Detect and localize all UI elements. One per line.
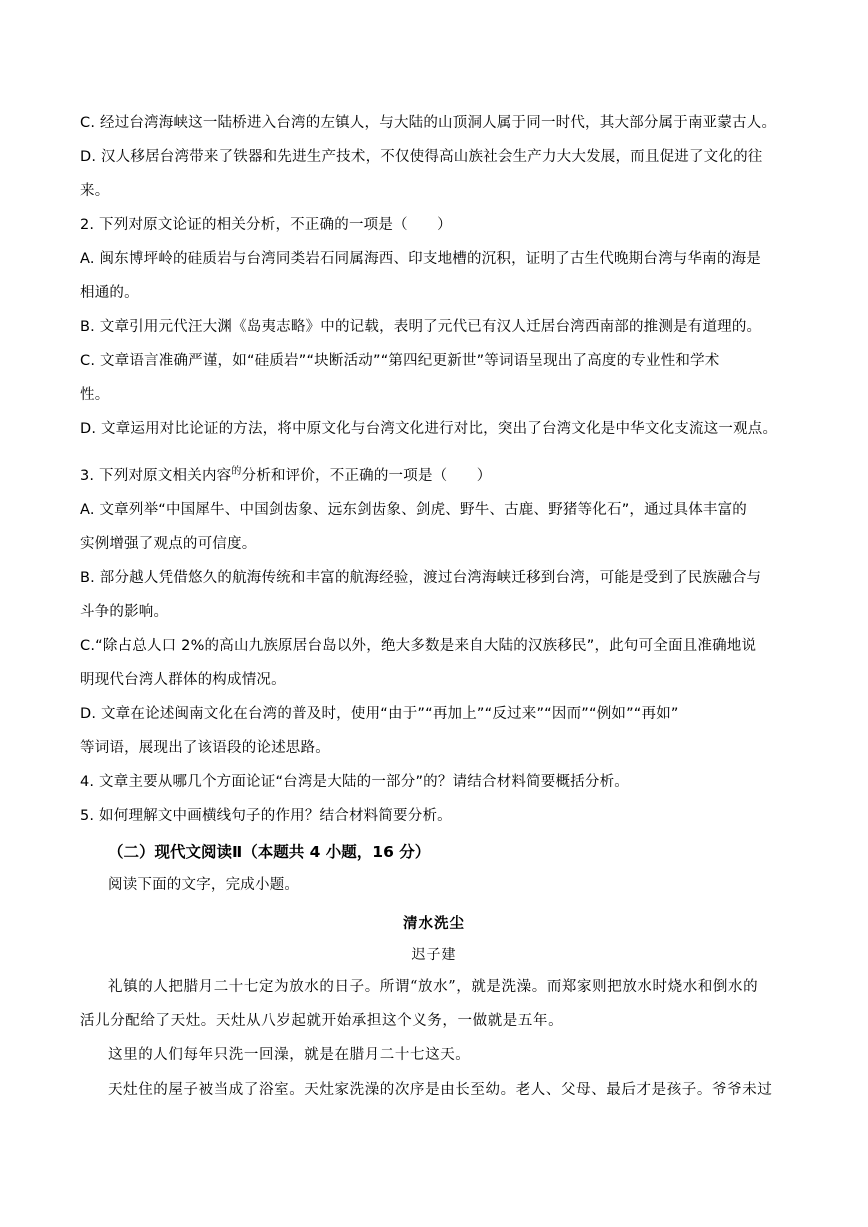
story-paragraph-1-line2: 活儿分配给了天灶。天灶从八岁起就开始承担这个义务，一做就是五年。 bbox=[80, 1013, 564, 1029]
q3-option-c-line1: C.“除占总人口 2%的高山九族原居台岛以外，绝大多数是来自大陆的汉族移民”，此句可全面且准确地说 bbox=[80, 638, 757, 654]
q2-option-b: B. 文章引用元代汪大渊《岛夷志略》中的记载，表明了元代已有汉人迁居台湾西南部的推测是有道理的。 bbox=[80, 319, 762, 335]
q3-stem-sup: 的 bbox=[231, 466, 242, 477]
q3-stem bbox=[80, 462, 491, 486]
q1-option-d-line2: 来。 bbox=[80, 183, 110, 199]
q5-question: 5. 如何理解文中画横线句子的作用？结合材料简要分析。 bbox=[80, 808, 452, 824]
q1-option-c: C. 经过台湾海峡这一陆桥进入台湾的左镇人，与大陆的山顶洞人属于同一时代，其大部分属于南亚蒙古人。 bbox=[80, 115, 777, 131]
q2-option-c-line2: 性。 bbox=[80, 387, 110, 403]
section-heading: （二）现代文阅读Ⅱ（本题共 4 小题，16 分） bbox=[108, 843, 431, 861]
story-paragraph-2: 这里的人们每年只洗一回澡，就是在腊月二十七这天。 bbox=[108, 1047, 471, 1063]
q2-option-a-line1: A. 闽东博坪岭的硅质岩与台湾同类岩石同属海西、印支地槽的沉积，证明了古生代晚期台湾与华南的海是 bbox=[80, 251, 761, 267]
q3-option-d-line2: 等词语，展现出了该语段的论述思路。 bbox=[80, 740, 330, 756]
q3-stem-post: 分析和评价，不正确的一项是（ ） bbox=[241, 468, 492, 484]
q2-option-a-line2: 相通的。 bbox=[80, 285, 139, 301]
q2-option-c-line1: C. 文章语言准确严谨，如“硅质岩”“块断活动”“第四纪更新世”等词语呈现出了高度的专业性和学术 bbox=[80, 353, 720, 369]
q3-option-b-line2: 斗争的影响。 bbox=[80, 604, 169, 620]
q4-question: 4. 文章主要从哪几个方面论证“台湾是大陆的一部分”的？请结合材料简要概括分析。 bbox=[80, 774, 629, 790]
story-paragraph-1-line1: 礼镇的人把腊月二十七定为放水的日子。所谓“放水”，就是洗澡。而郑家则把放水时烧水和倒水的 bbox=[108, 979, 759, 995]
q1-option-d-line1: D. 汉人移居台湾带来了铁器和先进生产技术，不仅使得高山族社会生产力大大发展，而且促进了文化的往 bbox=[80, 149, 763, 165]
story-title: 清水洗尘 bbox=[403, 916, 465, 932]
q3-option-d-line1: D. 文章在论述闽南文化在台湾的普及时，使用“由于”“再加上”“反过来”“因而”“例如”“再如” bbox=[80, 706, 679, 722]
q3-option-c-line2: 明现代台湾人群体的构成情况。 bbox=[80, 672, 286, 688]
q3-stem-pre: 3. 下列对原文相关内容 bbox=[80, 468, 232, 484]
reading-instruction: 阅读下面的文字，完成小题。 bbox=[108, 877, 300, 893]
q2-stem: 2. 下列对原文论证的相关分析，不正确的一项是（ ） bbox=[80, 217, 452, 233]
story-author: 迟子建 bbox=[411, 947, 457, 963]
q3-option-a-line1: A. 文章列举“中国犀牛、中国剑齿象、远东剑齿象、剑虎、野牛、古鹿、野猪等化石”，通过具体丰富的 bbox=[80, 502, 748, 518]
q2-option-d: D. 文章运用对比论证的方法，将中原文化与台湾文化进行对比，突出了台湾文化是中华文化支流这一观点。 bbox=[80, 421, 778, 437]
q3-option-b-line1: B. 部分越人凭借悠久的航海传统和丰富的航海经验，渡过台湾海峡迁移到台湾，可能是受到了民族融合与 bbox=[80, 570, 762, 586]
story-paragraph-3-line1: 天灶住的屋子被当成了浴室。天灶家洗澡的次序是由长至幼。老人、父母、最后才是孩子。爷爷未过 bbox=[108, 1082, 773, 1098]
q3-option-a-line2: 实例增强了观点的可信度。 bbox=[80, 536, 257, 552]
